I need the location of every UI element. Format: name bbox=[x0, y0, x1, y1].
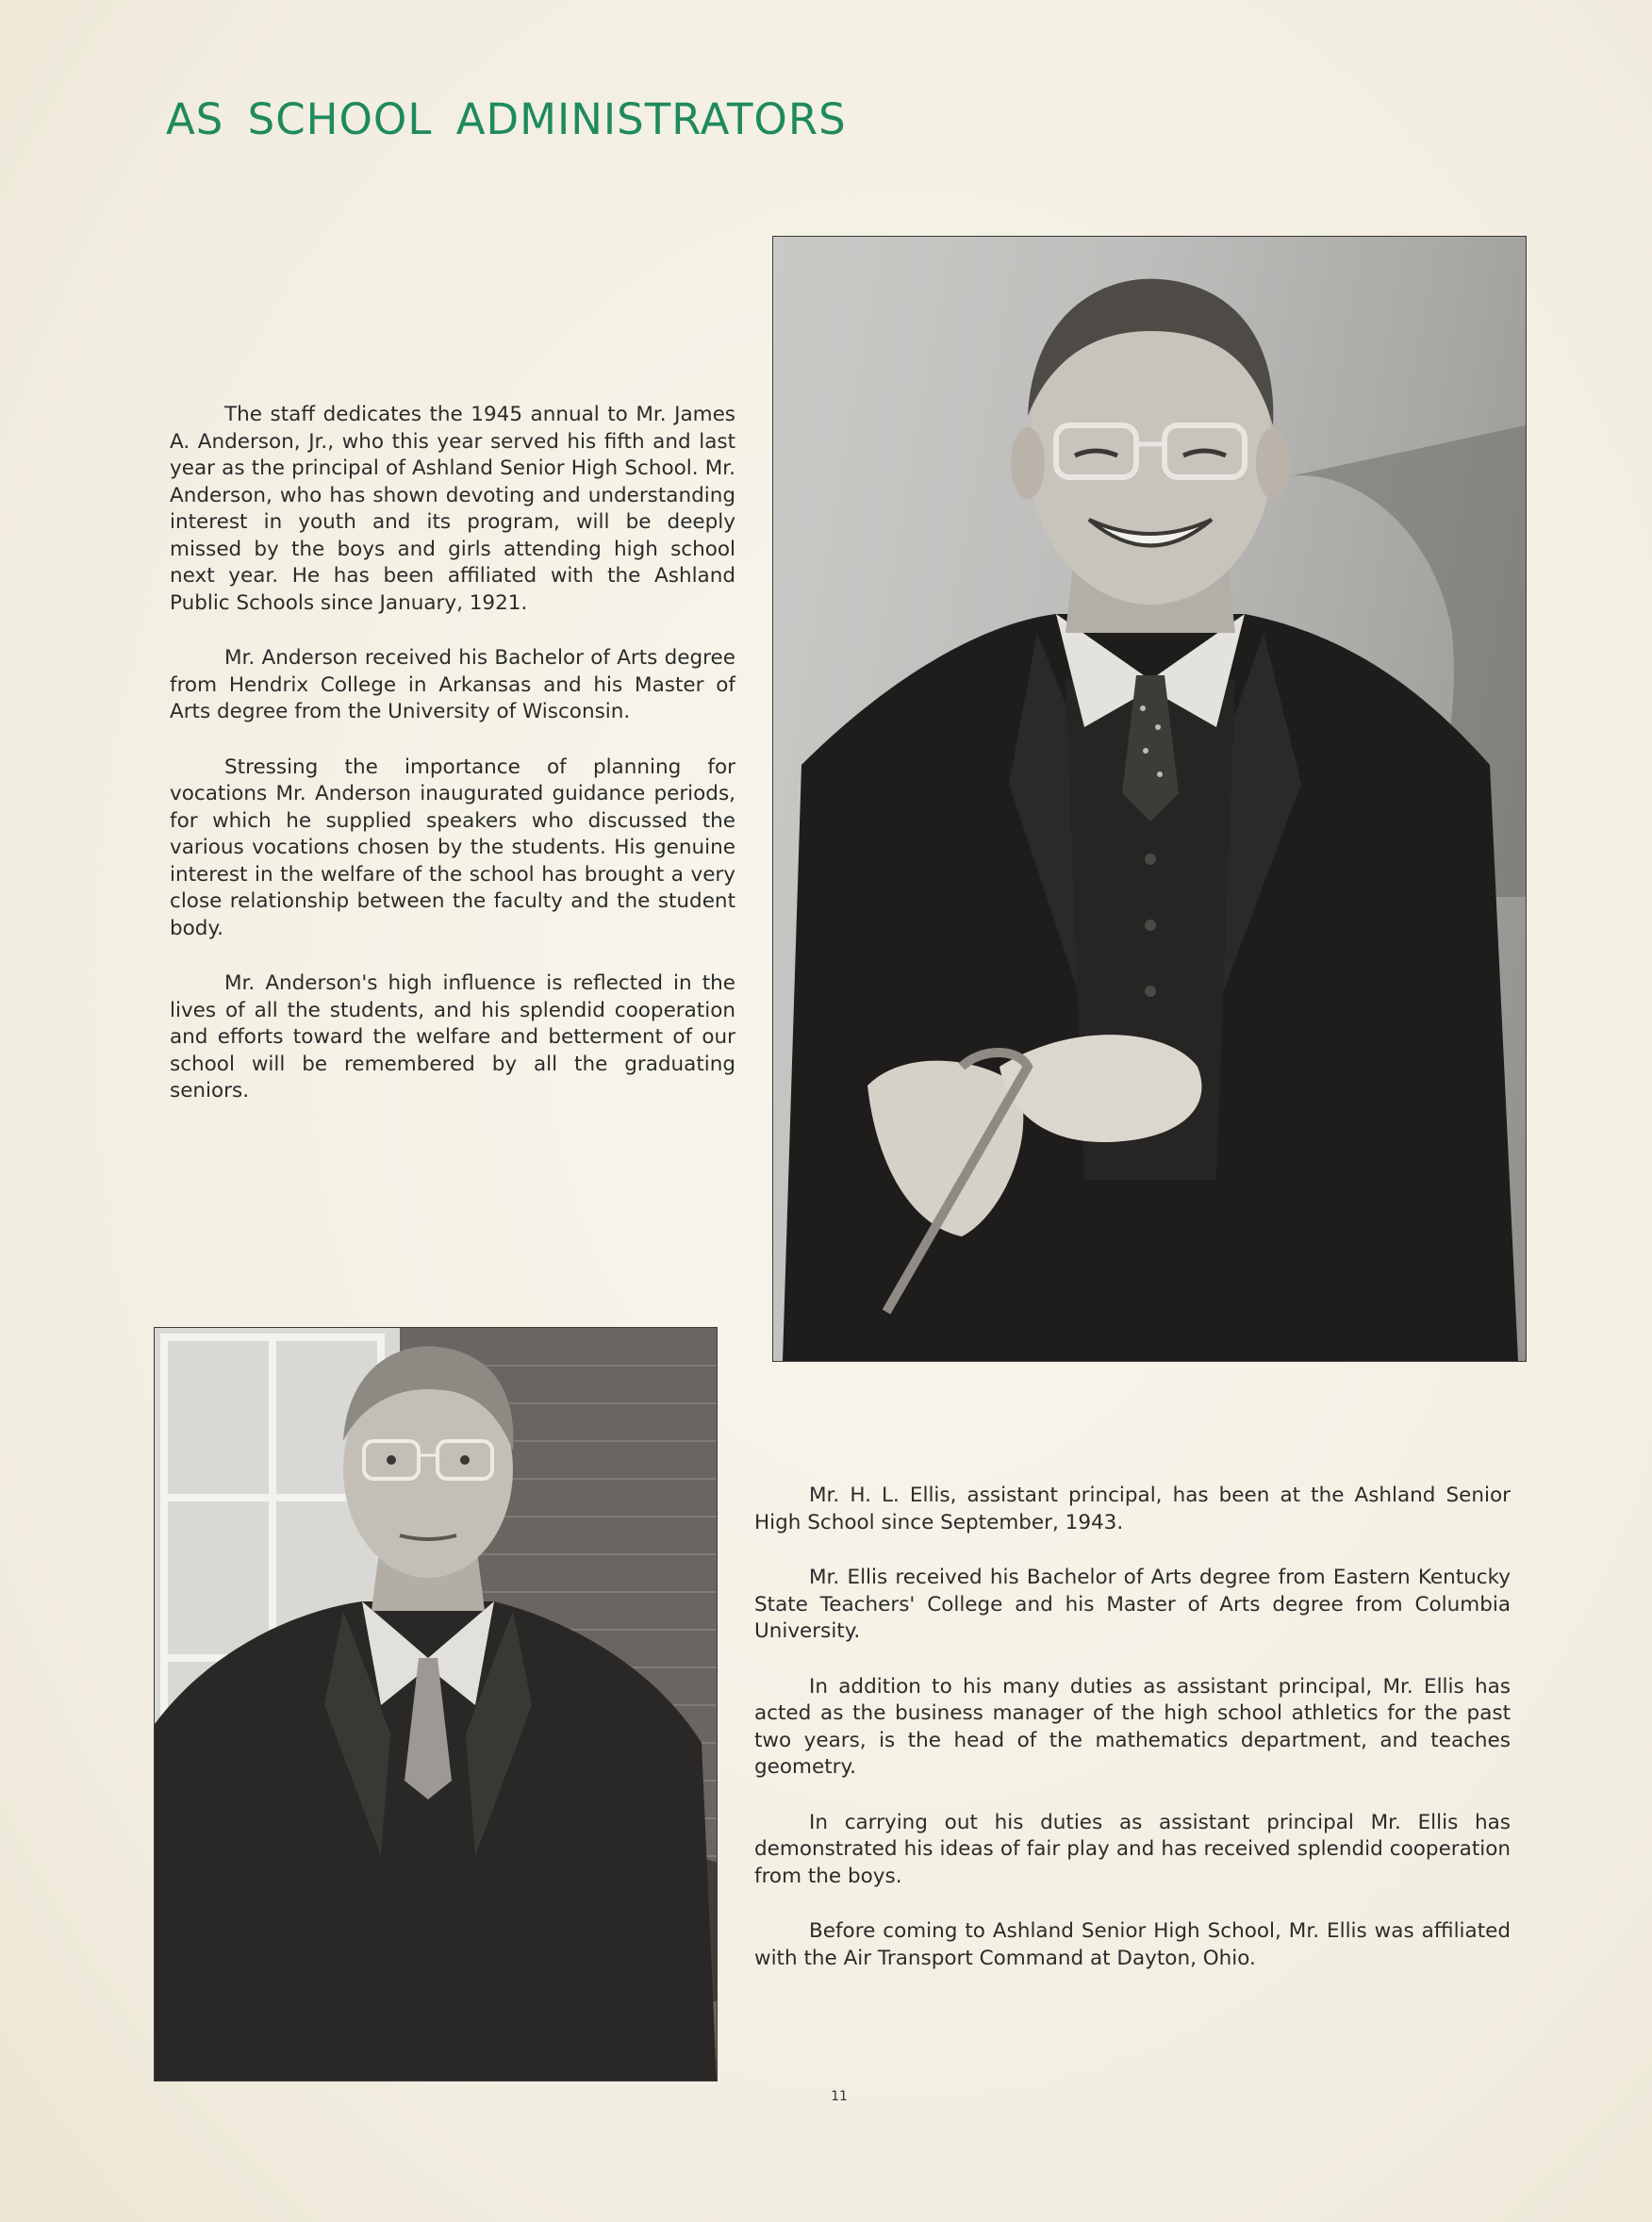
page-title: AS SCHOOL ADMINISTRATORS bbox=[166, 94, 847, 145]
anderson-paragraph-2: Mr. Anderson received his Bachelor of Arts degree from Hendrix College in Arkansas and his Master of Arts degree from the University of Wisconsin. bbox=[170, 646, 735, 723]
anderson-text-column bbox=[170, 402, 735, 1134]
ellis-paragraph-2: Mr. Ellis received his Bachelor of Arts degree from Eastern Kentucky State Teachers' College and his Master of Arts degree from Columbia University. bbox=[754, 1566, 1511, 1643]
ellis-paragraph-5: Before coming to Ashland Senior High School, Mr. Ellis was affiliated with the Air Transport Command at Dayton, Ohio. bbox=[754, 1919, 1511, 1970]
anderson-paragraph-1: The staff dedicates the 1945 annual to Mr. James A. Anderson, Jr., who this year served his fifth and last year as the principal of Ashland Senior High School. Mr. Anderson, who has shown devoting and understanding interest in youth and its program, will be deeply missed by the boys and girls attending high school next year. He has been affiliated with the Ashland Public Schools since January, 1921. bbox=[170, 403, 735, 615]
ellis-paragraph-3: In addition to his many duties as assistant principal, Mr. Ellis has acted as the business manager of the high school athletics for the past two years, is the head of the mathematics department, and teaches geometry. bbox=[754, 1674, 1511, 1779]
anderson-portrait-photo bbox=[772, 236, 1527, 1362]
anderson-paragraph-4: Mr. Anderson's high influence is reflected in the lives of all the students, and his splendid cooperation and efforts toward the welfare and betterment of our school will be remembered by all the graduating seniors. bbox=[170, 971, 735, 1103]
ellis-portrait-illustration bbox=[155, 1328, 717, 2081]
ellis-portrait-photo bbox=[154, 1327, 718, 2081]
ellis-paragraph-4: In carrying out his duties as assistant principal Mr. Ellis has demonstrated his ideas of fair play and has received splendid cooperation from the boys. bbox=[754, 1810, 1511, 1888]
anderson-paragraph-3: Stressing the importance of planning for vocations Mr. Anderson inaugurated guidance periods, for which he supplied speakers who discussed the various vocations chosen by the students. His genuine interest in the welfare of the school has brought a very close relationship between the faculty and the student body. bbox=[170, 754, 735, 940]
ellis-text-column bbox=[754, 1483, 1511, 2000]
ellis-paragraph-1: Mr. H. L. Ellis, assistant principal, has been at the Ashland Senior High School since September, 1943. bbox=[754, 1484, 1511, 1534]
anderson-portrait-illustration bbox=[773, 237, 1526, 1361]
page-number: 11 bbox=[831, 2089, 848, 2104]
